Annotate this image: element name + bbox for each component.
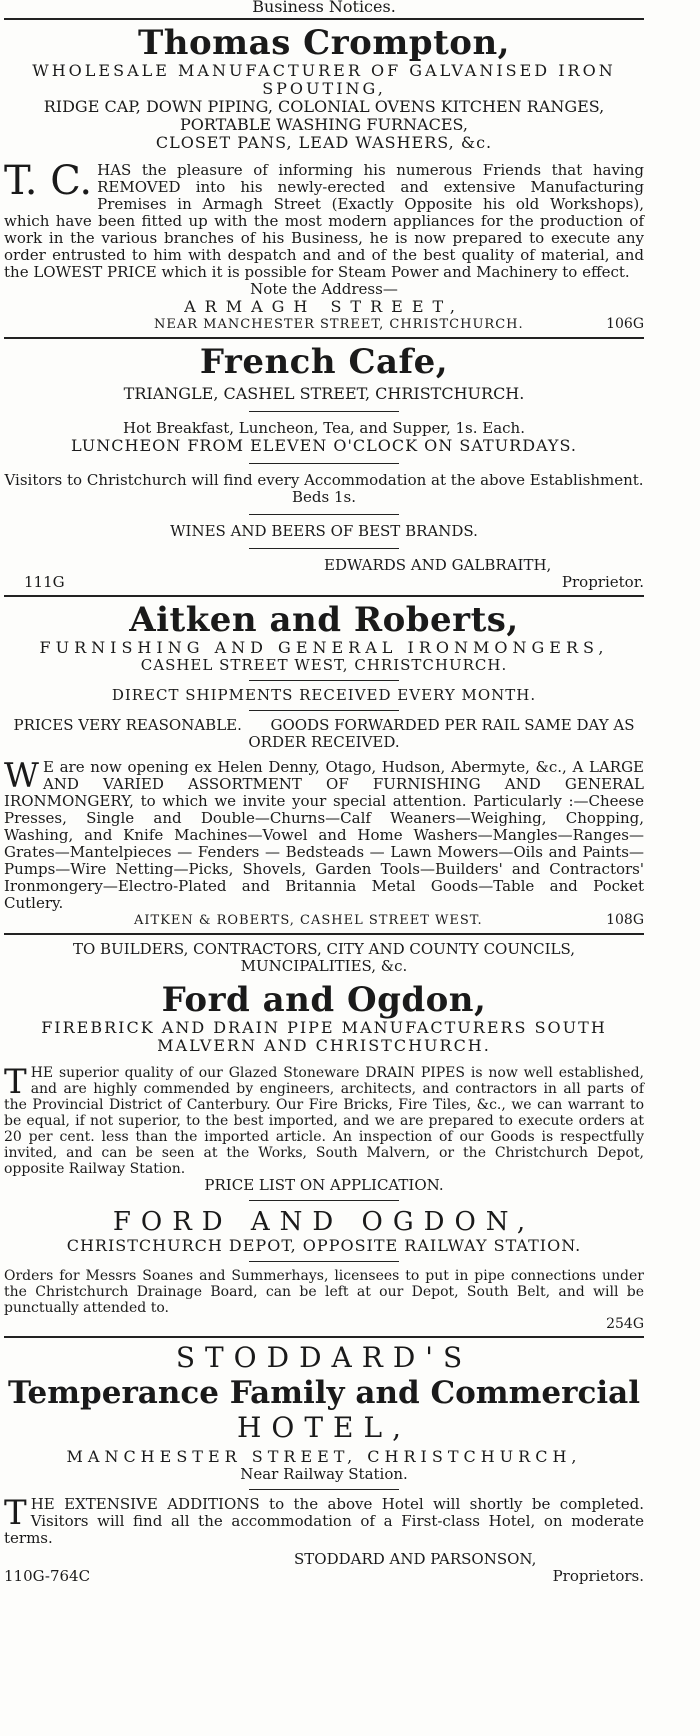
ad-title: Aitken and Roberts,: [129, 600, 519, 640]
ad-name: STODDARD'S: [175, 1341, 473, 1374]
ad-ford-ogdon: [4, 941, 644, 1332]
ad-line: FIREBRICK AND DRAIN PIPE MANUFACTURERS SOUTH MALVERN AND CHRISTCHURCH.: [41, 1018, 607, 1055]
ad-address: TRIANGLE, CASHEL STREET, CHRISTCHURCH.: [123, 384, 525, 403]
short-rule: [249, 680, 399, 681]
divider: [4, 337, 644, 339]
ad-line: WHOLESALE MANUFACTURER OF GALVANISED IRON SPOUTING,: [32, 61, 616, 98]
ad-prices: PRICES VERY REASONABLE. GOODS FORWARDED PER RAIL SAME DAY AS ORDER RECEIVED.: [13, 716, 640, 751]
ad-depot: CHRISTCHURCH DEPOT, OPPOSITE RAILWAY STATION.: [66, 1236, 582, 1255]
ad-near: NEAR MANCHESTER STREET, CHRISTCHURCH.: [154, 317, 524, 332]
ad-title: Thomas Crompton,: [137, 23, 511, 63]
short-rule: [249, 1261, 399, 1262]
ad-wines: WINES AND BEERS OF BEST BRANDS.: [170, 522, 478, 540]
drop-initials: T. C.: [4, 158, 93, 204]
short-rule: [249, 710, 399, 711]
ad-role: Proprietors.: [552, 1567, 644, 1585]
short-rule: [249, 1200, 399, 1201]
ad-visitors: Visitors to Christchurch will find every Accommodation at the above Establishment. Beds 1s.: [4, 471, 644, 506]
ad-code: 106G: [606, 316, 644, 332]
ad-aitken-roberts: [4, 601, 644, 929]
ad-role: Proprietor.: [561, 573, 644, 591]
ad-title: Ford and Ogdon,: [161, 980, 487, 1020]
ad-body: THE superior quality of our Glazed Stoneware DRAIN PIPES is now well established, and are highly commended by engineers, architects, and contractors in all parts of the Provincial District of Canterbury. Our Fire Bricks, Fire Tiles, &c., we can warrant to be equal, if not superior, to the best imported, and we are prepared to execute orders at 20 per cent. less than the imported article. An inspection of our Goods is respectfully invited, and can be seen at the Works, South Malvern, or the Christchurch Depot, opposite Railway Station.: [4, 1062, 644, 1177]
ad-code: 108G: [606, 912, 644, 928]
ad-near: Near Railway Station.: [240, 1465, 408, 1483]
ad-intro: MUNCIPALITIES, &c.: [240, 957, 408, 975]
ad-street: ARMAGH STREET,: [184, 297, 464, 316]
ad-pricelist: PRICE LIST ON APPLICATION.: [204, 1176, 444, 1194]
ad-code: 110G-764C: [4, 1567, 91, 1585]
newspaper-page: [4, 0, 644, 1585]
ad-body: THE EXTENSIVE ADDITIONS to the above Hotel will shortly be completed. Visitors will find all the accommodation of a First-class Hotel, on moderate terms.: [4, 1493, 644, 1547]
drop-initial: T: [4, 1493, 27, 1533]
ad-stoddard: [4, 1342, 644, 1585]
ad-title: French Cafe,: [199, 342, 449, 382]
ad-name: FORD AND OGDON,: [112, 1207, 536, 1237]
short-rule: [249, 1489, 399, 1490]
divider: [4, 595, 644, 597]
ad-line: CASHEL STREET WEST, CHRISTCHURCH.: [140, 656, 508, 674]
ad-title: Temperance Family and Commercial: [8, 1375, 640, 1411]
ad-code: 111G: [24, 573, 65, 591]
ad-line: DIRECT SHIPMENTS RECEIVED EVERY MONTH.: [111, 686, 537, 704]
ad-body: T. C. HAS the pleasure of informing his numerous Friends that having REMOVED into his newly-erected and extensive Manufacturing Premises in Armagh Street (Exactly Opposite his old Workshops), which have been fitted up with the most modern appliances for the production of work in the various branches of his Business, he is now prepared to execute any order entrusted to him with despatch and and of the best quality of material, and the LOWEST PRICE which it is possible for Steam Power and Machinery to effect.: [4, 158, 644, 281]
ad-crompton: [4, 24, 644, 333]
ad-sign: AITKEN & ROBERTS, CASHEL STREET WEST.: [134, 913, 483, 928]
ad-note: Note the Address—: [250, 280, 398, 298]
short-rule: [249, 548, 399, 549]
ad-intro: TO BUILDERS, CONTRACTORS, CITY AND COUNTY COUNCILS,: [72, 940, 575, 958]
drop-initial: T: [4, 1062, 27, 1102]
ad-luncheon: LUNCHEON FROM ELEVEN O'CLOCK ON SATURDAYS.: [71, 436, 577, 455]
ad-french-cafe: [4, 343, 644, 591]
ad-line: FURNISHING AND GENERAL IRONMONGERS,: [39, 638, 609, 657]
ad-code: 254G: [606, 1316, 644, 1332]
ad-address: MANCHESTER STREET, CHRISTCHURCH,: [66, 1447, 582, 1466]
drop-initial: W: [4, 756, 39, 796]
page-header: Business Notices.: [252, 0, 396, 16]
ad-meals: Hot Breakfast, Luncheon, Tea, and Supper, 1s. Each.: [123, 419, 525, 437]
divider: [4, 18, 644, 20]
ad-owners: STODDARD AND PARSONSON,: [294, 1550, 537, 1568]
short-rule: [249, 463, 399, 464]
ad-line: RIDGE CAP, DOWN PIPING, COLONIAL OVENS KITCHEN RANGES,: [43, 97, 605, 116]
divider: [4, 933, 644, 935]
ad-owners: EDWARDS AND GALBRAITH,: [324, 556, 552, 574]
ad-orders: Orders for Messrs Soanes and Summerhays, licensees to put in pipe connections under the Christchurch Drainage Board, can be left at our Depot, South Belt, and will be punctually attended to.: [4, 1268, 644, 1316]
short-rule: [249, 514, 399, 515]
ad-line: PORTABLE WASHING FURNACES,: [179, 115, 469, 134]
divider: [4, 1336, 644, 1338]
ad-line: CLOSET PANS, LEAD WASHERS, &c.: [155, 133, 493, 152]
ad-hotel: HOTEL,: [237, 1411, 411, 1444]
short-rule: [249, 411, 399, 412]
ad-body: W E are now opening ex Helen Denny, Otago, Hudson, Abermyte, &c., A LARGE AND VARIED ASSORTMENT OF FURNISHING AND GENERAL IRONMONGERY, to which we invite your special attention. Particularly :—Cheese Presses, Single and Double—Churns—Calf Weaners—Weighing, Chopping, Washing, and Knife Machines—Vowel and Home Washers—Mangles—Ranges—Grates—Mantelpieces — Fenders — Bedsteads — Lawn Mowers—Oils and Paints—Pumps—Wire Netting—Picks, Shovels, Garden Tools—Builders' and Contractors' Ironmongery—Electro-Plated and Britannia Metal Goods—Table and Pocket Cutlery.: [4, 756, 644, 912]
